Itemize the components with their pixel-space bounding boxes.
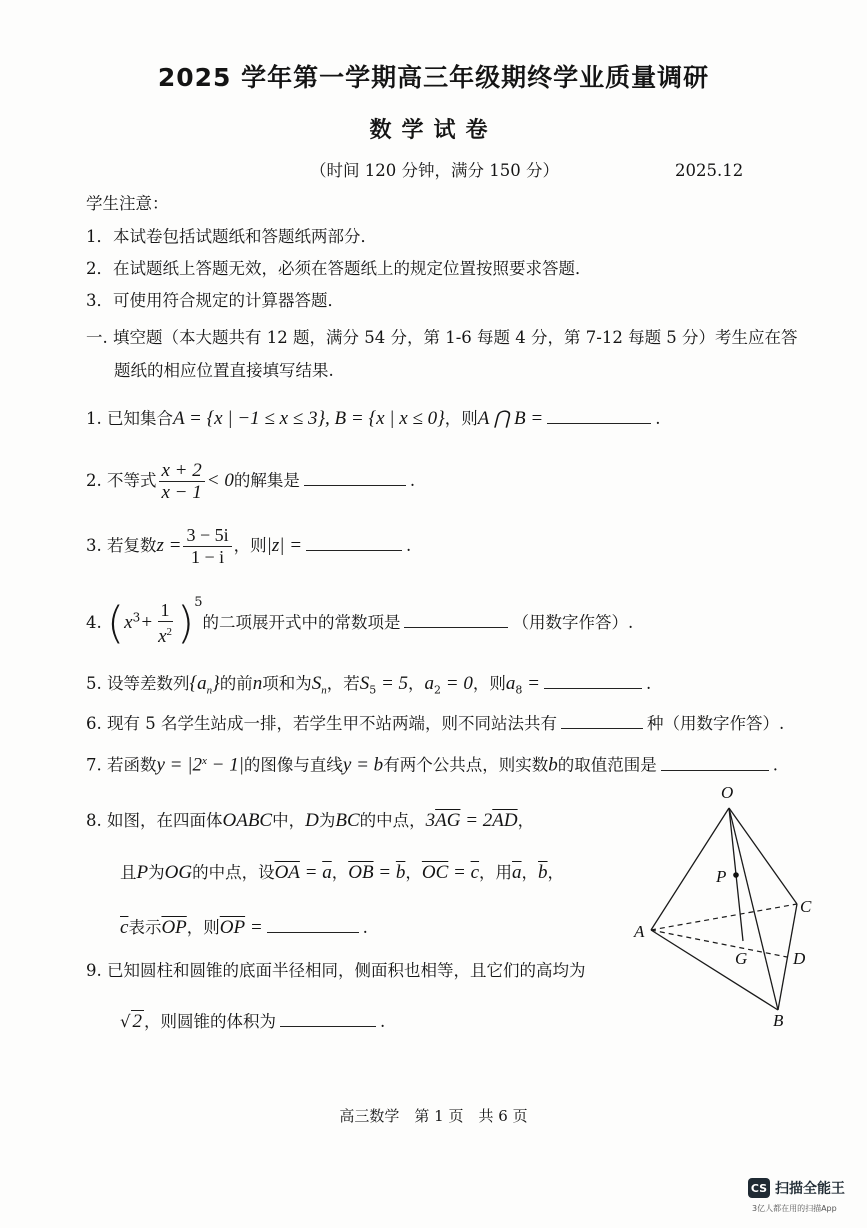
q-number: 4. (86, 613, 102, 632)
question-8: 8. 如图，在四面体OABC中，D为BC的中点，$3\overline{AG} = 2\overline{AD}$， (86, 810, 535, 831)
question-9-line2: √ 2 ，则圆锥的体积为 . (120, 1011, 386, 1032)
question-7: 7. 若函数$y = |2^x - 1|$的图像与直线y = b有两个公共点，则实数b的取值范围是 . (86, 754, 778, 776)
exam-subtitle: 数学试卷 (369, 118, 498, 143)
left-paren: ( (107, 597, 125, 649)
question-1: 1. 已知集合A = {x | −1 ≤ x ≤ 3}, B = {x | x ≤ 0}，则A ⋂ B = . (86, 408, 661, 429)
label-D: D (793, 949, 806, 968)
question-2: 2. 不等式 $\frac{x + 2}{x - 1}$ < 0的解集是 . (86, 460, 416, 503)
q-number: 7. (86, 755, 102, 775)
q-number: 2. (86, 471, 102, 490)
answer-blank[interactable] (661, 754, 769, 771)
tetrahedron-figure (625, 776, 830, 1036)
sqrt-symbol: √ (120, 1012, 131, 1031)
scanner-logo-icon: CS (748, 1178, 770, 1198)
notice-item: 1．本试卷包括试题纸和答题纸两部分． (86, 227, 377, 246)
answer-blank[interactable] (304, 469, 406, 486)
notice-item: 2．在试题纸上答题无效，必须在答题纸上的规定位置按照要求答题． (86, 259, 592, 278)
q-number: 9. (86, 961, 102, 980)
math-expr: A = {x | −1 ≤ x ≤ 3}, B = {x | x ≤ 0} (173, 408, 445, 429)
section-heading: 一. 填空题（本大题共有 12 题，满分 54 分，第 1-6 每题 4 分，第 7-12 每题 5 分）考生应在答 (86, 328, 798, 347)
q-number: 1. (86, 409, 102, 428)
right-paren: ) (177, 597, 195, 649)
scanner-watermark: CS 扫描全能王 (748, 1178, 845, 1198)
notice-heading: 学生注意： (86, 194, 169, 213)
time-info: （时间 120 分钟，满分 150 分） (310, 161, 559, 180)
question-8-line2: 且P为OG的中点，设$\overline{OA} = \overline{a}$，$\overline{OB} = \overline{b}$，$\overline{OC} = \overline{c}$，用$\overline{a}$，$\overline{b}$， (120, 862, 565, 883)
question-3: 3. 若复数z = $\frac{3 - 5i}{1 - i}$ ，则|z| = . (86, 525, 412, 567)
label-P: P (716, 867, 727, 886)
exam-date: 2025.12 (675, 161, 744, 180)
section-heading-cont: 题纸的相应位置直接填写结果. (114, 361, 334, 380)
point-P (733, 872, 739, 878)
label-B: B (773, 1011, 784, 1030)
question-6: 6. 现有 5 名学生站成一排，若学生甲不站两端，则不同站法共有 种（用数字作答）. (86, 714, 785, 733)
q-number: 5. (86, 674, 102, 693)
label-C: C (800, 897, 812, 916)
edge-OC (729, 808, 797, 904)
math-fraction: $\frac{1}{x^2}$ (158, 600, 173, 647)
answer-blank[interactable] (404, 611, 508, 628)
label-A: A (634, 922, 645, 941)
q-number: 6. (86, 714, 102, 733)
math-fraction: $\frac{3 - 5i}{1 - i}$ (183, 525, 231, 568)
exam-title: 2025 学年第一学期高三年级期终学业质量调研 (157, 63, 710, 92)
answer-blank[interactable] (544, 672, 642, 689)
notice-item: 3．可使用符合规定的计算器答题． (86, 291, 344, 310)
answer-blank[interactable] (267, 916, 359, 933)
label-O: O (721, 783, 734, 802)
q-number: 3. (86, 536, 102, 555)
math-expr: A ⋂ B = (477, 408, 544, 429)
answer-blank[interactable] (561, 712, 643, 729)
edge-AC (651, 904, 797, 930)
answer-blank[interactable] (306, 534, 402, 551)
scanner-tagline: 3亿人都在用的扫描App (752, 1204, 837, 1213)
math-fraction: $\frac{x + 2}{x - 1}$ (159, 460, 205, 503)
answer-blank[interactable] (280, 1010, 376, 1027)
page-footer: 高三数学 第 1 页 共 6 页 (339, 1107, 528, 1125)
question-5: 5. 设等差数列$\{a_n\}$的前n项和为$S_n$，若$S_5 = 5$，$a_2 = 0$，则$a_8$ = . (86, 673, 652, 697)
question-9: 9. 已知圆柱和圆锥的底面半径相同，侧面积也相等，且它们的高均为 (86, 961, 586, 980)
q-number: 8. (86, 811, 102, 830)
question-4: 4. ($x^3+$ $\frac{1}{x^2}$ )$^5$的二项展开式中的常数项是 （用数字作答）. (86, 595, 634, 649)
label-G: G (735, 949, 748, 968)
question-8-line3: $\overline{c}$表示$\overline{OP}$，则$\overline{OP}$ = . (120, 917, 368, 938)
answer-blank[interactable] (547, 407, 651, 424)
